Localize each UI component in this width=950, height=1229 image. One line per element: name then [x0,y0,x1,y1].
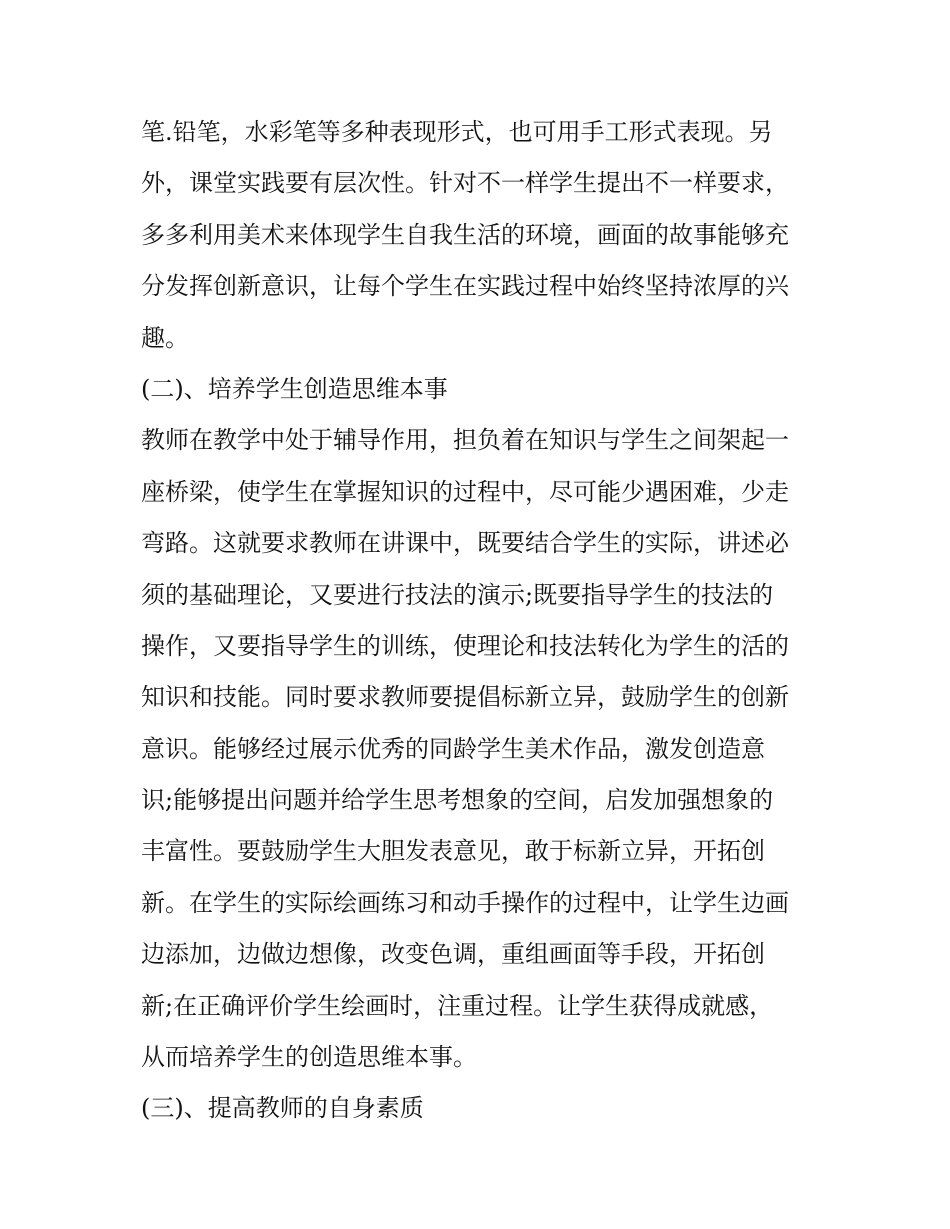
text-line: 多多利用美术来体现学生自我生活的环境，画面的故事能够充 [141,220,789,249]
text-line: 从而培养学生的创造思维本事。 [141,1043,477,1072]
text-line: 教师在教学中处于辅导作用，担负着在知识与学生之间架起一 [141,426,789,455]
text-line: 知识和技能。同时要求教师要提倡标新立异，鼓励学生的创新 [141,683,789,712]
text-line: 意识。能够经过展示优秀的同龄学生美术作品，激发创造意 [141,734,765,763]
text-line: 新;在正确评价学生绘画时，注重过程。让学生获得成就感， [141,991,774,1020]
section-heading: (二)、培养学生创造思维本事 [141,374,448,403]
text-line: 弯路。这就要求教师在讲课中，既要结合学生的实际，讲述必 [141,529,789,558]
text-line: 新。在学生的实际绘画练习和动手操作的过程中，让学生边画 [141,888,789,917]
text-line: 趣。 [141,323,189,352]
section-heading: (三)、提高教师的自身素质 [141,1094,424,1123]
text-line: 座桥梁，使学生在掌握知识的过程中，尽可能少遇困难，少走 [141,477,789,506]
text-line: 识;能够提出问题并给学生思考想象的空间，启发加强想象的 [141,786,774,815]
text-line: 边添加，边做边想像，改变色调，重组画面等手段，开拓创 [141,940,765,969]
text-line: 操作，又要指导学生的训练，使理论和技法转化为学生的活的 [141,631,789,660]
text-line: 外，课堂实践要有层次性。针对不一样学生提出不一样要求， [141,169,789,198]
text-line: 分发挥创新意识，让每个学生在实践过程中始终坚持浓厚的兴 [141,272,789,301]
text-line: 笔.铅笔，水彩笔等多种表现形式，也可用手工形式表现。另 [141,118,773,146]
document-body [141,107,811,1135]
text-line: 须的基础理论，又要进行技法的演示;既要指导学生的技法的 [141,580,774,609]
text-line: 丰富性。要鼓励学生大胆发表意见，敢于标新立异，开拓创 [141,837,765,866]
